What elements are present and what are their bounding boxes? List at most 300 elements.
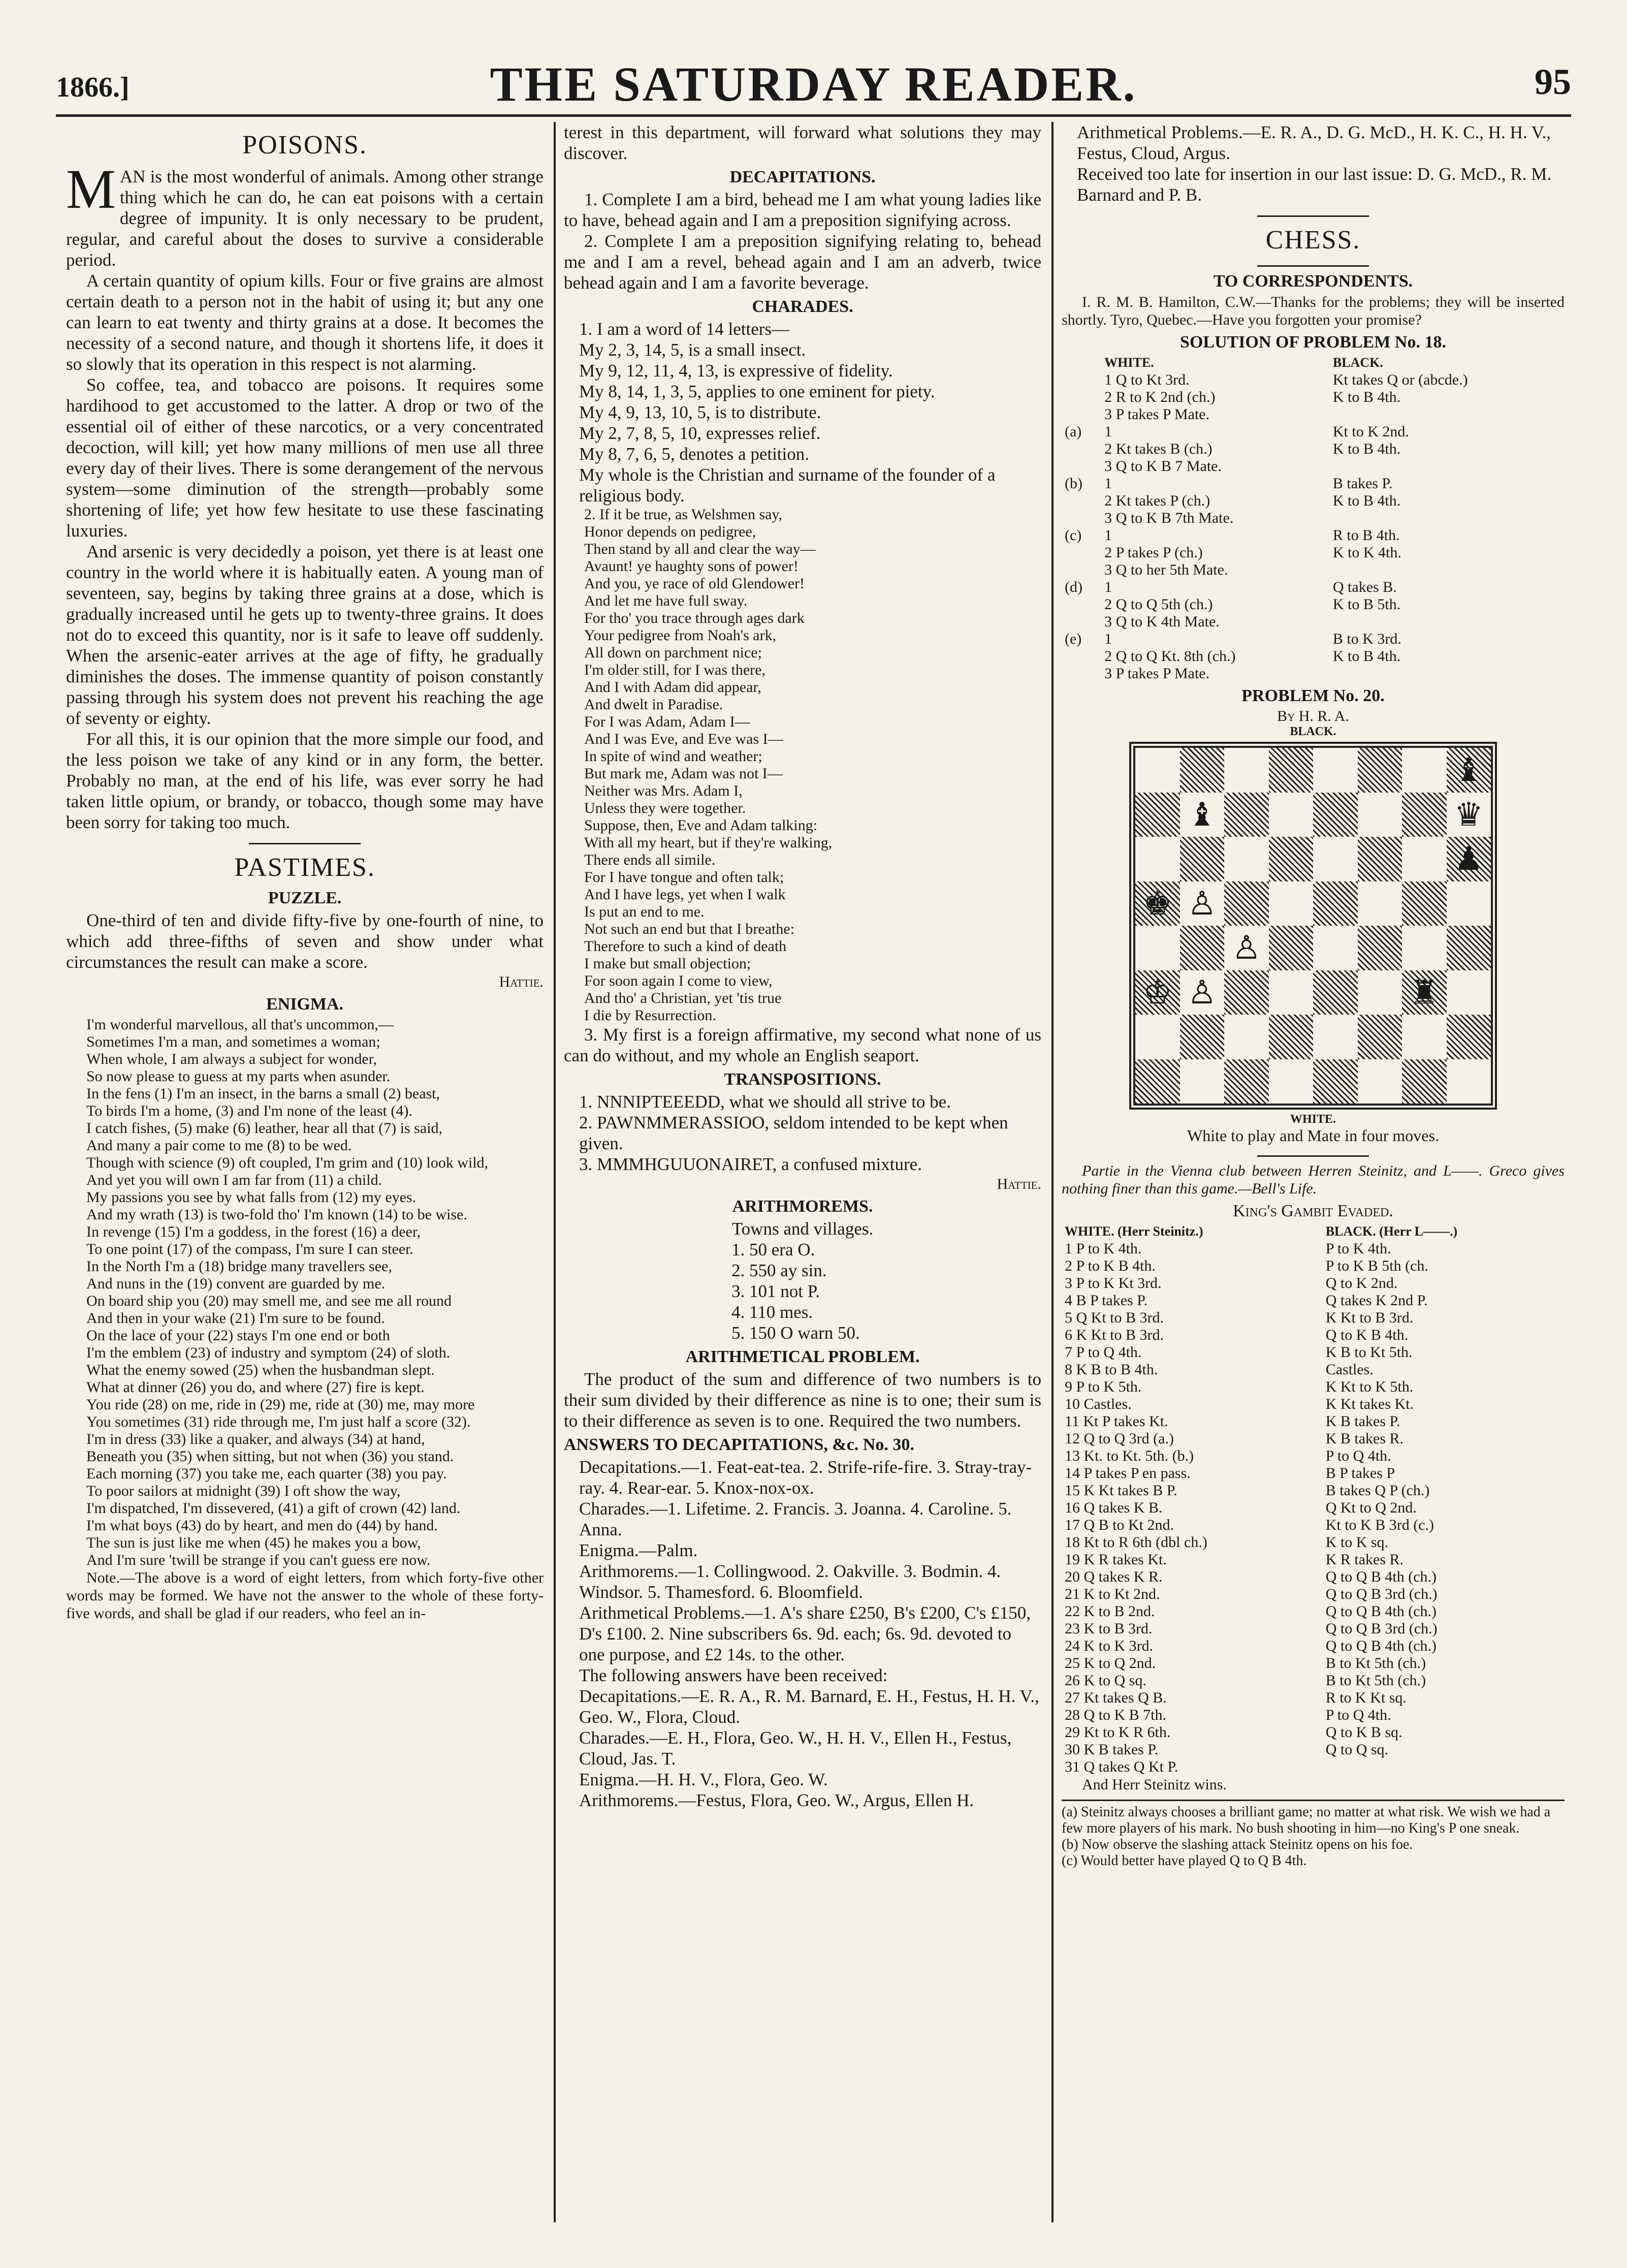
board-square xyxy=(1313,881,1358,926)
move-row xyxy=(1062,1672,1565,1689)
move-cell: 18 Kt to R 6th (dbl ch.) xyxy=(1065,1534,1207,1551)
board-square xyxy=(1224,881,1269,926)
solution-row xyxy=(1062,458,1565,475)
solution-cell xyxy=(1062,406,1101,423)
move-cell: 7 P to Q 4th. xyxy=(1065,1344,1142,1361)
move-cell: 11 Kt P takes Kt. xyxy=(1065,1413,1168,1430)
transposition-item: 1. NNNIPTEEEDD, what we should all strive to be. xyxy=(579,1092,951,1112)
charade-verse-line: Neither was Mrs. Adam I, xyxy=(584,782,743,799)
move-row xyxy=(1062,1344,1565,1361)
move-row xyxy=(1062,1758,1565,1776)
solution-row xyxy=(1062,527,1565,544)
poisons-paragraph: A certain quantity of opium kills. Four or five grains are almost certain death to a person not in the habit of using it; but any one can learn to eat twenty and thirty grains at a dose. It becomes the necessity of a second nature, and though it shortens life, it does it so slowly that its operation in this respect is not alarming. xyxy=(66,271,544,374)
black-header: BLACK. xyxy=(1332,355,1383,370)
section-rule xyxy=(249,843,361,844)
charade-verse-line: And I with Adam did appear, xyxy=(584,679,761,696)
charade-verse-line: All down on parchment nice; xyxy=(584,644,762,661)
move-cell xyxy=(1323,1758,1565,1776)
board-square xyxy=(1269,970,1314,1015)
answer-line: The following answers have been received: xyxy=(579,1665,888,1685)
move-cell: 2 P to K B 4th. xyxy=(1065,1257,1156,1274)
charade-line: My 9, 12, 11, 4, 13, is expressive of fidelity. xyxy=(579,361,893,381)
enigma-line: What at dinner (26) you do, and where (27) fire is kept. xyxy=(86,1379,425,1396)
charade-verse-line: Unless they were together. xyxy=(584,800,746,816)
enigma-line: In the North I'm a (18) bridge many travellers see, xyxy=(86,1258,392,1275)
enigma-line: And my wrath (13) is two-fold tho' I'm known (14) to be wise. xyxy=(86,1206,467,1223)
move-cell: 21 K to Kt 2nd. xyxy=(1065,1586,1160,1602)
board-square xyxy=(1313,970,1358,1015)
move-row xyxy=(1062,1430,1565,1447)
move-row xyxy=(1062,1568,1565,1586)
solution-cell: K to K 4th. xyxy=(1332,544,1401,561)
move-row xyxy=(1062,1327,1565,1344)
move-row xyxy=(1062,1482,1565,1499)
board-square xyxy=(1358,793,1402,837)
move-row xyxy=(1062,1534,1565,1551)
solution-cell: (c) xyxy=(1065,527,1082,544)
move-row xyxy=(1062,1447,1565,1465)
move-row xyxy=(1062,1378,1565,1396)
board-square xyxy=(1358,1059,1402,1104)
poisons-paragraph: For all this, it is our opinion that the more simple our food, and the less poison we take of any kind or in any form, the better. Probably no man, at the end of his life, was ever sorry he had taken little opium, or brandy, or tobacco, though some may have been sorry for taking too much. xyxy=(66,729,544,832)
solution-cell: 3 Q to K B 7th Mate. xyxy=(1104,510,1234,526)
move-cell: Q to K 2nd. xyxy=(1325,1275,1398,1292)
enigma-line: On board ship you (20) may smell me, and see me all round xyxy=(86,1293,452,1309)
board-square xyxy=(1313,837,1358,881)
move-row xyxy=(1062,1620,1565,1637)
move-cell: B to Kt 5th (ch.) xyxy=(1325,1672,1426,1689)
received-answers xyxy=(1062,122,1565,205)
board-square xyxy=(1269,881,1314,926)
poisons-paragraph: And arsenic is very decidedly a poison, yet there is at least one country in the world where it is habitually eaten. A young man of seventeen, say, begins by taking three grains at a dose, which is gradually increased until he gets up to twenty-three grains. It does not do to exceed this quantity, nor is it safe to leave off suddenly. When the arsenic-eater arrives at the age of fifty, he gradually diminishes the doses. The immense quantity of poison constantly passing through his system does not prevent his reaching the age of seventy or eighty. xyxy=(66,542,544,728)
enigma-line: I'm the emblem (23) of industry and symptom (24) of sloth. xyxy=(86,1344,451,1361)
board-square xyxy=(1447,881,1491,926)
solution-cell xyxy=(1062,561,1101,579)
decapitations-title: DECAPITATIONS. xyxy=(729,168,876,186)
board-square xyxy=(1402,837,1447,881)
transpositions-list xyxy=(564,1091,1041,1175)
move-cell: K Kt takes Kt. xyxy=(1325,1396,1414,1412)
chess-piece-icon: ♛ xyxy=(1454,796,1483,833)
board-square xyxy=(1358,926,1402,970)
move-cell: 23 K to B 3rd. xyxy=(1065,1620,1153,1637)
solution-row xyxy=(1062,389,1565,406)
board-square xyxy=(1447,1015,1491,1059)
board-square xyxy=(1180,748,1225,793)
board-square xyxy=(1447,970,1491,1015)
solution-cell: 2 R to K 2nd (ch.) xyxy=(1104,389,1216,405)
problem-author: By H. R. A. xyxy=(1277,708,1349,724)
solution-cell: 1 xyxy=(1104,579,1112,595)
solution-cell: (b) xyxy=(1065,475,1082,492)
solution-cell: 1 xyxy=(1104,631,1112,647)
continued-text: terest in this department, will forward what solutions they may discover. xyxy=(564,122,1041,163)
enigma-line: And many a pair come to me (8) to be wed. xyxy=(86,1137,352,1154)
chess-piece-icon: ♙ xyxy=(1187,974,1217,1011)
charade-verse-line: I die by Resurrection. xyxy=(584,1007,716,1024)
board-square xyxy=(1135,837,1180,881)
received-line: Received too late for insertion in our last issue: D. G. McD., R. M. Barnard and P. B. xyxy=(1077,164,1552,205)
column-2 xyxy=(564,122,1041,2232)
move-row xyxy=(1062,1292,1565,1309)
move-row xyxy=(1062,1689,1565,1707)
white-player-header: WHITE. (Herr Steinitz.) xyxy=(1065,1224,1203,1239)
enigma-line: To birds I'm a home, (3) and I'm none of the least (4). xyxy=(86,1102,412,1119)
move-cell: P to Q 4th. xyxy=(1325,1707,1391,1723)
move-cell: Q to Q B 4th (ch.) xyxy=(1325,1603,1437,1620)
move-cell: 22 K to B 2nd. xyxy=(1065,1603,1155,1620)
column-3 xyxy=(1062,122,1565,2232)
board-square xyxy=(1358,748,1402,793)
solution-row xyxy=(1062,510,1565,527)
answer-line: Decapitations.—1. Feat-eat-tea. 2. Strife-rife-fire. 3. Stray-tray-ray. 4. Rear-ear. 5. Knox-nox-ox. xyxy=(579,1457,1032,1498)
charade-2-verse xyxy=(564,506,1041,1024)
solution-cell: 3 Q to K 4th Mate. xyxy=(1104,613,1220,630)
solution-cell xyxy=(1062,440,1101,458)
chess-piece-icon: ♚ xyxy=(1143,885,1172,922)
board-square xyxy=(1313,926,1358,970)
move-cell: Q takes K 2nd P. xyxy=(1325,1292,1428,1309)
move-cell: P to Q 4th. xyxy=(1325,1447,1391,1464)
answers-title: ANSWERS TO DECAPITATIONS, &c. No. 30. xyxy=(564,1435,914,1454)
black-label: BLACK. xyxy=(1290,725,1336,738)
game-title: King's Gambit Evaded. xyxy=(1233,1202,1393,1220)
solution-cell: B to K 3rd. xyxy=(1332,631,1401,647)
charade-verse-line: I make but small objection; xyxy=(584,955,751,972)
board-square xyxy=(1269,1015,1314,1059)
board-square xyxy=(1180,1059,1225,1104)
enigma-line: Though with science (9) oft coupled, I'm grim and (10) look wild, xyxy=(86,1154,489,1171)
section-rule xyxy=(1257,215,1369,217)
arithmorem-item: 1. 50 era O. xyxy=(731,1240,815,1259)
poisons-title: POISONS. xyxy=(242,131,367,160)
solution-cell xyxy=(1062,665,1101,682)
move-row xyxy=(1062,1361,1565,1378)
game-result: And Herr Steinitz wins. xyxy=(1082,1776,1227,1793)
charade-verse-line: Is put an end to me. xyxy=(584,903,705,920)
enigma-line: You sometimes (31) ride through me, I'm just half a score (32). xyxy=(86,1413,471,1430)
solution-cell: 3 Q to her 5th Mate. xyxy=(1104,561,1228,578)
move-cell: R to K Kt sq. xyxy=(1325,1689,1407,1706)
solution-cell xyxy=(1330,510,1565,527)
board-square xyxy=(1358,1015,1402,1059)
solution-row xyxy=(1062,492,1565,510)
charade-verse-line: There ends all simile. xyxy=(584,852,716,868)
enigma-title: ENIGMA. xyxy=(266,995,344,1014)
charade-verse-line: 2. If it be true, as Welshmen say, xyxy=(584,506,782,523)
move-cell: 19 K R takes Kt. xyxy=(1065,1551,1167,1568)
move-cell: 25 K to Q 2nd. xyxy=(1065,1655,1156,1672)
transpositions-title: TRANSPOSITIONS. xyxy=(724,1070,881,1089)
move-cell: 13 Kt. to Kt. 5th. (b.) xyxy=(1065,1447,1194,1464)
solution-cell xyxy=(1330,665,1565,682)
charade-1 xyxy=(564,319,1041,506)
board-square xyxy=(1313,748,1358,793)
board-square xyxy=(1180,926,1225,970)
board-square xyxy=(1358,881,1402,926)
move-cell: K B to Kt 5th. xyxy=(1325,1344,1413,1361)
enigma-line: I catch fishes, (5) make (6) leather, hear all that (7) is said, xyxy=(86,1120,443,1137)
enigma-line: Each morning (37) you take me, each quarter (38) you pay. xyxy=(86,1465,447,1482)
solution-row xyxy=(1062,544,1565,561)
charade-verse-line: For tho' you trace through ages dark xyxy=(584,610,805,626)
solution-row xyxy=(1062,596,1565,613)
solution-cell: K to B 4th. xyxy=(1332,389,1401,405)
move-row xyxy=(1062,1517,1565,1534)
white-label: WHITE. xyxy=(1290,1113,1336,1126)
signature: Hattie. xyxy=(997,1176,1041,1192)
solution-cell xyxy=(1062,492,1101,510)
enigma-note: Note.—The above is a word of eight letters, from which forty-five other words may be formed. We have not the answer to the whole of these forty-five words, and shall be glad if our readers, who feel an in- xyxy=(66,1569,544,1622)
solution-cell: 3 P takes P Mate. xyxy=(1104,406,1210,423)
chess-title: CHESS. xyxy=(1265,226,1361,255)
board-square xyxy=(1224,793,1269,837)
move-cell: 28 Q to K B 7th. xyxy=(1065,1707,1167,1723)
move-row xyxy=(1062,1655,1565,1672)
arithmorems-subtitle: Towns and villages. xyxy=(731,1219,874,1239)
move-cell: 4 B P takes P. xyxy=(1065,1292,1148,1309)
solution-cell: 2 Kt takes B (ch.) xyxy=(1104,440,1213,457)
solution-cell: K to B 4th. xyxy=(1332,492,1401,509)
move-cell: Q to Q B 4th (ch.) xyxy=(1325,1568,1437,1585)
enigma-line: What the enemy sowed (25) when the husbandman slept. xyxy=(86,1362,435,1378)
solution-cell xyxy=(1330,406,1565,423)
section-rule xyxy=(1257,265,1369,267)
answers-list xyxy=(564,1457,1041,1811)
charade-verse-line: And let me have full sway. xyxy=(584,592,748,609)
board-square xyxy=(1402,926,1447,970)
arithmetical-problem-text: The product of the sum and difference of two numbers is to their sum divided by their difference as nine is to one; their sum is to their difference as seven is to one. Required the two numbers. xyxy=(564,1369,1041,1431)
move-cell: 31 Q takes Q Kt P. xyxy=(1065,1758,1178,1775)
solution-cell: 2 Q to Q Kt. 8th (ch.) xyxy=(1104,648,1236,665)
charade-verse-line: For I have tongue and often talk; xyxy=(584,869,784,886)
board-square xyxy=(1313,793,1358,837)
solution-cell: Kt takes Q or (abcde.) xyxy=(1332,371,1468,388)
answer-line: Charades.—1. Lifetime. 2. Francis. 3. Joanna. 4. Caroline. 5. Anna. xyxy=(579,1499,1012,1539)
solution-cell xyxy=(1062,613,1101,631)
answer-line: Arithmorems.—1. Collingwood. 2. Oakville. 3. Bodmin. 4. Windsor. 5. Thamesford. 6. Bloomfield. xyxy=(579,1561,1001,1602)
charade-verse-line: Suppose, then, Eve and Adam talking: xyxy=(584,817,818,834)
problem-caption: White to play and Mate in four moves. xyxy=(1187,1126,1439,1145)
charade-verse-line: But mark me, Adam was not I— xyxy=(584,765,783,782)
solution-cell xyxy=(1062,596,1101,613)
charade-verse-line: Therefore to such a kind of death xyxy=(584,938,787,955)
move-cell: 30 K B takes P. xyxy=(1065,1741,1159,1758)
charade-line: My 8, 14, 1, 3, 5, applies to one eminent for piety. xyxy=(579,382,935,401)
move-cell: K to K sq. xyxy=(1325,1534,1389,1551)
chess-board xyxy=(1129,742,1497,1110)
solution-row xyxy=(1062,648,1565,665)
move-row xyxy=(1062,1240,1565,1257)
charade-line: My 4, 9, 13, 10, 5, is to distribute. xyxy=(579,402,821,422)
charade-verse-line: And tho' a Christian, yet 'tis true xyxy=(584,990,782,1006)
board-square xyxy=(1224,1059,1269,1104)
move-cell: Q Kt to Q 2nd. xyxy=(1325,1499,1417,1516)
column-rule xyxy=(1051,122,1054,2222)
chess-piece-icon: ♔ xyxy=(1143,974,1172,1011)
black-player-header: BLACK. (Herr L——.) xyxy=(1325,1224,1458,1239)
enigma-line: And I'm sure 'twill be strange if you can't guess ere now. xyxy=(86,1552,431,1568)
game-note: (b) Now observe the slashing attack Steinitz opens on his foe. xyxy=(1062,1837,1413,1852)
board-square xyxy=(1269,1059,1314,1104)
move-cell: Castles. xyxy=(1325,1361,1374,1378)
board-square xyxy=(1447,1059,1491,1104)
move-cell: 26 K to Q sq. xyxy=(1065,1672,1146,1689)
solution-cell: K to B 5th. xyxy=(1332,596,1401,613)
move-cell: 14 P takes P en pass. xyxy=(1065,1465,1191,1482)
move-cell: 10 Castles. xyxy=(1065,1396,1132,1412)
move-cell: Kt to K B 3rd (c.) xyxy=(1325,1517,1434,1533)
charade-line: My 2, 7, 8, 5, 10, expresses relief. xyxy=(579,423,821,443)
game-note: (c) Would better have played Q to Q B 4th. xyxy=(1062,1853,1307,1869)
move-cell: K B takes P. xyxy=(1325,1413,1400,1430)
move-cell: B takes Q P (ch.) xyxy=(1325,1482,1430,1499)
charade-verse-line: Not such an end but that I breathe: xyxy=(584,921,795,937)
chess-piece-icon: ♙ xyxy=(1187,885,1217,922)
move-cell: 16 Q takes K B. xyxy=(1065,1499,1163,1516)
move-row xyxy=(1062,1637,1565,1655)
move-cell: P to K B 5th (ch. xyxy=(1325,1257,1428,1274)
charade-verse-line: Avaunt! ye haughty sons of power! xyxy=(584,558,799,575)
move-row xyxy=(1062,1586,1565,1603)
move-cell: B to Kt 5th (ch.) xyxy=(1325,1655,1426,1672)
publication-title: THE SATURDAY READER. xyxy=(490,57,1137,111)
board-square xyxy=(1135,748,1180,793)
chess-piece-icon: ♙ xyxy=(1232,930,1261,966)
enigma-line: I'm in dress (33) like a quaker, and always (34) at hand, xyxy=(86,1431,425,1447)
white-header: WHITE. xyxy=(1104,355,1154,370)
correspondents-text: I. R. M. B. Hamilton, C.W.—Thanks for the problems; they will be inserted shortly. Tyro, Quebec.—Have you forgotten your promise? xyxy=(1062,294,1565,328)
column-1 xyxy=(66,122,544,2232)
move-cell: 15 K Kt takes B P. xyxy=(1065,1482,1177,1499)
charade-verse-line: Then stand by all and clear the way— xyxy=(584,541,816,557)
answer-line: Charades.—E. H., Flora, Geo. W., H. H. V., Ellen H., Festus, Cloud, Jas. T. xyxy=(579,1728,1012,1769)
move-cell: 20 Q takes K R. xyxy=(1065,1568,1163,1585)
move-row xyxy=(1062,1465,1565,1482)
move-cell: Q to K B sq. xyxy=(1325,1724,1402,1741)
board-square xyxy=(1402,793,1447,837)
puzzle-text: One-third of ten and divide fifty-five by one-fourth of nine, to which add three-fifths of seven and show under what circumstances the result can make a score. xyxy=(66,910,544,972)
solution-cell: R to B 4th. xyxy=(1332,527,1400,544)
poisons-paragraph: MAN is the most wonderful of animals. Among other strange thing which he can do, he can eat poisons with a certain degree of impunity. It is only necessary to be prudent, regular, and careful about the doses to survive a considerable period. xyxy=(66,158,544,270)
solution-cell xyxy=(1330,458,1565,475)
enigma-line: Beneath you (35) when sitting, but not when (36) you stand. xyxy=(86,1448,454,1465)
move-row xyxy=(1062,1724,1565,1741)
move-cell: 27 Kt takes Q B. xyxy=(1065,1689,1167,1706)
move-cell: 29 Kt to K R 6th. xyxy=(1065,1724,1171,1741)
board-square xyxy=(1269,837,1314,881)
move-cell: 5 Q Kt to B 3rd. xyxy=(1065,1309,1164,1326)
charade-verse-line: And dwelt in Paradise. xyxy=(584,696,723,713)
solution-cell: 3 Q to K B 7 Mate. xyxy=(1104,458,1222,475)
answer-line: Enigma.—Palm. xyxy=(579,1540,698,1560)
move-cell: K B takes R. xyxy=(1325,1430,1404,1447)
solution-cell: B takes P. xyxy=(1332,475,1393,492)
board-square xyxy=(1224,748,1269,793)
received-line: Arithmetical Problems.—E. R. A., D. G. McD., H. K. C., H. H. V., Festus, Cloud, Argus. xyxy=(1077,122,1551,163)
enigma-line: You ride (28) on me, ride in (29) me, ride at (30) me, may more xyxy=(86,1396,475,1413)
move-cell: K R takes R. xyxy=(1325,1551,1404,1568)
enigma-line: On the lace of your (22) stays I'm one end or both xyxy=(86,1327,390,1344)
solution-cell xyxy=(1062,458,1101,475)
board-square xyxy=(1135,793,1180,837)
solution-cell: 3 P takes P Mate. xyxy=(1104,665,1210,682)
decapitation-item: 2. Complete I am a preposition signifying relating to, behead me and I am a revel, behead again and I am an adverb, twice behead again and I am a favorite beverage. xyxy=(564,231,1041,293)
solution-cell: Q takes B. xyxy=(1332,579,1397,595)
arithmorems-title: ARITHMOREMS. xyxy=(732,1197,873,1216)
board-square xyxy=(1269,793,1314,837)
board-square xyxy=(1224,1015,1269,1059)
move-cell: 9 P to K 5th. xyxy=(1065,1378,1142,1395)
charade-verse-line: For I was Adam, Adam I— xyxy=(584,713,750,730)
solution-cell xyxy=(1330,613,1565,631)
signature: Hattie. xyxy=(499,973,544,990)
solution-title: SOLUTION OF PROBLEM No. 18. xyxy=(1180,333,1446,352)
board-square xyxy=(1269,748,1314,793)
solution-row xyxy=(1062,423,1565,440)
board-square xyxy=(1135,1015,1180,1059)
enigma-line: I'm wonderful marvellous, all that's uncommon,— xyxy=(86,1016,394,1033)
charade-verse-line: Honor depends on pedigree, xyxy=(584,523,756,540)
move-cell: 8 K B to B 4th. xyxy=(1065,1361,1158,1378)
solution-cell: 2 Kt takes P (ch.) xyxy=(1104,492,1210,509)
charade-line: 1. I am a word of 14 letters— xyxy=(579,319,790,339)
board-square xyxy=(1135,926,1180,970)
solution-row xyxy=(1062,631,1565,648)
enigma-line: To one point (17) of the compass, I'm sure I can steer. xyxy=(86,1241,413,1257)
board-square xyxy=(1447,926,1491,970)
board-square xyxy=(1180,1015,1225,1059)
arithmorem-item: 3. 101 not P. xyxy=(731,1281,820,1301)
move-cell: Q to K B 4th. xyxy=(1325,1327,1409,1343)
charade-line: My 2, 3, 14, 5, is a small insect. xyxy=(579,340,806,360)
enigma-verse xyxy=(66,1016,544,1569)
year: 1866.] xyxy=(56,72,130,103)
solution-cell: 1 Q to Kt 3rd. xyxy=(1104,371,1190,388)
solution-row xyxy=(1062,665,1565,682)
move-cell: 6 K Kt to B 3rd. xyxy=(1065,1327,1164,1343)
charade-verse-line: I'm older still, for I was there, xyxy=(584,662,765,678)
solution-row xyxy=(1062,475,1565,492)
game-note: (a) Steinitz always chooses a brilliant game; no matter at what risk. We wish we had a few more players of his mark. No bush shooting in him—no King's P one sneak. xyxy=(1062,1804,1551,1836)
solution-row xyxy=(1062,371,1565,389)
charade-verse-line: And I was Eve, and Eve was I— xyxy=(584,731,783,747)
solution-cell: K to B 4th. xyxy=(1332,648,1401,665)
solution-cell: (e) xyxy=(1065,631,1082,647)
move-cell: 3 P to K Kt 3rd. xyxy=(1065,1275,1162,1292)
board-square xyxy=(1313,1015,1358,1059)
enigma-line: And yet you will own I am far from (11) a child. xyxy=(86,1172,382,1188)
charade-3: 3. My first is a foreign affirmative, my second what none of us can do without, and my whole an English seaport. xyxy=(564,1025,1041,1065)
enigma-line: When whole, I am always a subject for wonder, xyxy=(86,1051,377,1067)
transposition-item: 3. MMMHGUUONAIRET, a confused mixture. xyxy=(579,1154,922,1174)
enigma-line: I'm dispatched, I'm dissevered, (41) a gift of crown (42) land. xyxy=(86,1500,461,1517)
move-row xyxy=(1062,1499,1565,1517)
board-square xyxy=(1358,837,1402,881)
move-cell: P to K 4th. xyxy=(1325,1240,1391,1257)
move-cell: Q to Q sq. xyxy=(1325,1741,1389,1758)
poisons-paragraph: So coffee, tea, and tobacco are poisons. It requires some hardihood to get accustomed to the latter. A drop or two of the essential oil of either of these narcotics, or a very concentrated decoction, will kill; yet how many millions of men use all three every day of their lives. There is some derangement of the nervous system—some diminution of the strength—probably some shortening of life; yet how few hesitate to use these fascinating luxuries. xyxy=(66,375,544,541)
move-row xyxy=(1062,1707,1565,1724)
move-cell: Q to Q B 4th (ch.) xyxy=(1325,1637,1437,1654)
answer-line: Enigma.—H. H. V., Flora, Geo. W. xyxy=(579,1770,828,1789)
solution-cell: 1 xyxy=(1104,527,1112,544)
solution-cell: (a) xyxy=(1065,423,1082,440)
charade-verse-line: And you, ye race of old Glendower! xyxy=(584,575,805,592)
page-number: 95 xyxy=(1535,61,1571,102)
board-square xyxy=(1224,837,1269,881)
answer-line: Decapitations.—E. R. A., R. M. Barnard, E. H., Festus, H. H. V., Geo. W., Flora, Cloud. xyxy=(579,1686,1039,1727)
